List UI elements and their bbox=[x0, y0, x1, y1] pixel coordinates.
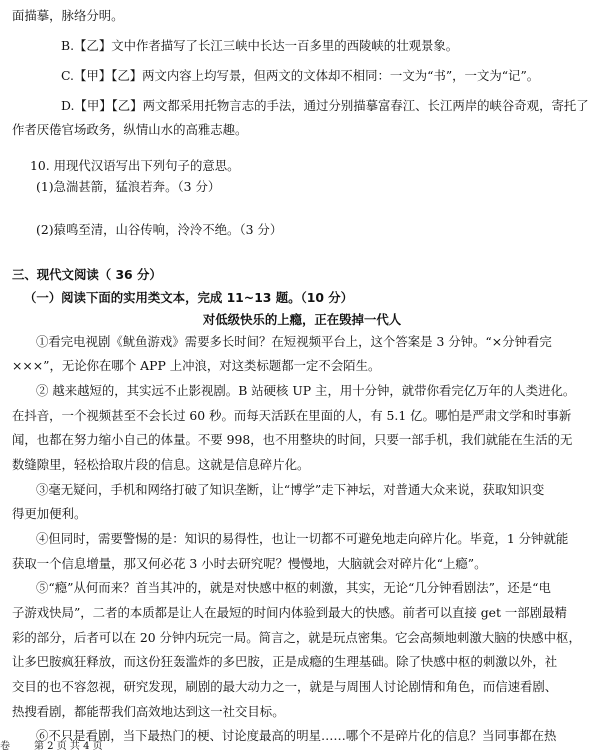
article-line: 得更加便利。 bbox=[12, 506, 87, 521]
option-a-tail: 面描摹，脉络分明。 bbox=[12, 8, 124, 23]
option-b: B.【乙】文中作者描写了长江三峡中长达一百多里的西陵峡的壮观景象。 bbox=[61, 38, 459, 53]
article-line: 交目的也不容忽视，研究发现，刷剧的最大动力之一，就是与周围人讨论剧情和角色，而信速看剧、 bbox=[12, 679, 558, 694]
question-10-stem: 10. 用现代汉语写出下列句子的意思。 bbox=[30, 158, 240, 173]
page-number: 第 2 页 共 4 页 bbox=[34, 741, 103, 752]
article-line: 数缝隙里，轻松拾取片段的信息。这就是信息碎片化。 bbox=[12, 457, 310, 472]
article-line: ⑤“瘾”从何而来？首当其冲的，就是对快感中枢的刺激，其实，无论“几分钟看剧法”，还是“电 bbox=[36, 580, 551, 595]
article-line: ①看完电视剧《鱿鱼游戏》需要多长时间？在短视频平台上，这个答案是 3 分钟。“×分钟看完 bbox=[36, 334, 552, 349]
section-heading: 三、现代文阅读（ 36 分） bbox=[12, 267, 162, 282]
article-line: ③毫无疑问，手机和网络打破了知识垄断，让“博学”走下神坛，对普通大众来说，获取知识变 bbox=[36, 482, 545, 497]
article-line: ⑥不只是看剧，当下最热门的梗、讨论度最高的明星……哪个不是碎片化的信息？当同事都在热 bbox=[36, 728, 557, 743]
article-line: ④但同时，需要警惕的是：知识的易得性，也让一切都不可避免地走向碎片化。毕竟，1 分钟就能 bbox=[36, 531, 569, 546]
article-line: 获取一个信息增量，那又何必花 3 小时去研究呢？慢慢地，大脑就会对碎片化“上瘾”。 bbox=[12, 556, 487, 571]
article-line: 彩的部分，后者可以在 20 分钟内玩完一局。简言之，就是玩点密集。它会高频地刺激大脑的快感中枢， bbox=[12, 630, 581, 645]
question-10-item-2: (2)猿鸣至清，山谷传响，泠泠不绝。（3 分） bbox=[36, 222, 283, 237]
article-line: 在抖音，一个视频甚至不会长过 60 秒。而每天活跃在里面的人，有 5.1 亿。哪怕是严肃文学和时事新 bbox=[12, 408, 572, 423]
option-c: C.【甲】【乙】两文内容上均写景，但两文的文体却不相同：一文为“书”，一文为“记”。 bbox=[61, 68, 540, 83]
footer-left-fragment: 卷 bbox=[0, 741, 10, 752]
subsection-heading: （一）阅读下面的实用类文本，完成 11~13 题。（10 分） bbox=[24, 290, 354, 305]
article-line: ×××”，无论你在哪个 APP 上冲浪，对这类标题都一定不会陌生。 bbox=[12, 358, 381, 373]
article-line: 让多巴胺疯狂释放，而这份狂轰滥炸的多巴胺，正是成瘾的生理基础。除了快感中枢的刺激以外，社 bbox=[12, 654, 558, 669]
article-line: ② 越来越短的，其实远不止影视剧。B 站硬核 UP 主，用十分钟，就带你看完亿万年的人类进化。 bbox=[36, 383, 576, 398]
article-line: 闻，也都在努力缩小自己的体量。不要 998，也不用整块的时间，只要一部手机，我们就能在生活的无 bbox=[12, 432, 573, 447]
question-10-item-1: (1)急湍甚箭，猛浪若奔。（3 分） bbox=[36, 179, 221, 194]
option-d-line-1: D.【甲】【乙】两文都采用托物言志的手法，通过分别描摹富春江、长江两岸的峡谷奇观，寄托了 bbox=[61, 98, 589, 113]
article-title: 对低级快乐的上瘾，正在毁掉一代人 bbox=[202, 312, 402, 327]
article-line: 子游戏快局”，二者的本质都是让人在最短的时间内体验到最大的快感。前者可以直接 get 一部剧最精 bbox=[12, 605, 567, 620]
option-d-line-2: 作者厌倦官场政务，纵情山水的高雅志趣。 bbox=[12, 122, 248, 137]
article-line: 热搜看剧，都能帮我们高效地达到这一社交目标。 bbox=[12, 704, 285, 719]
